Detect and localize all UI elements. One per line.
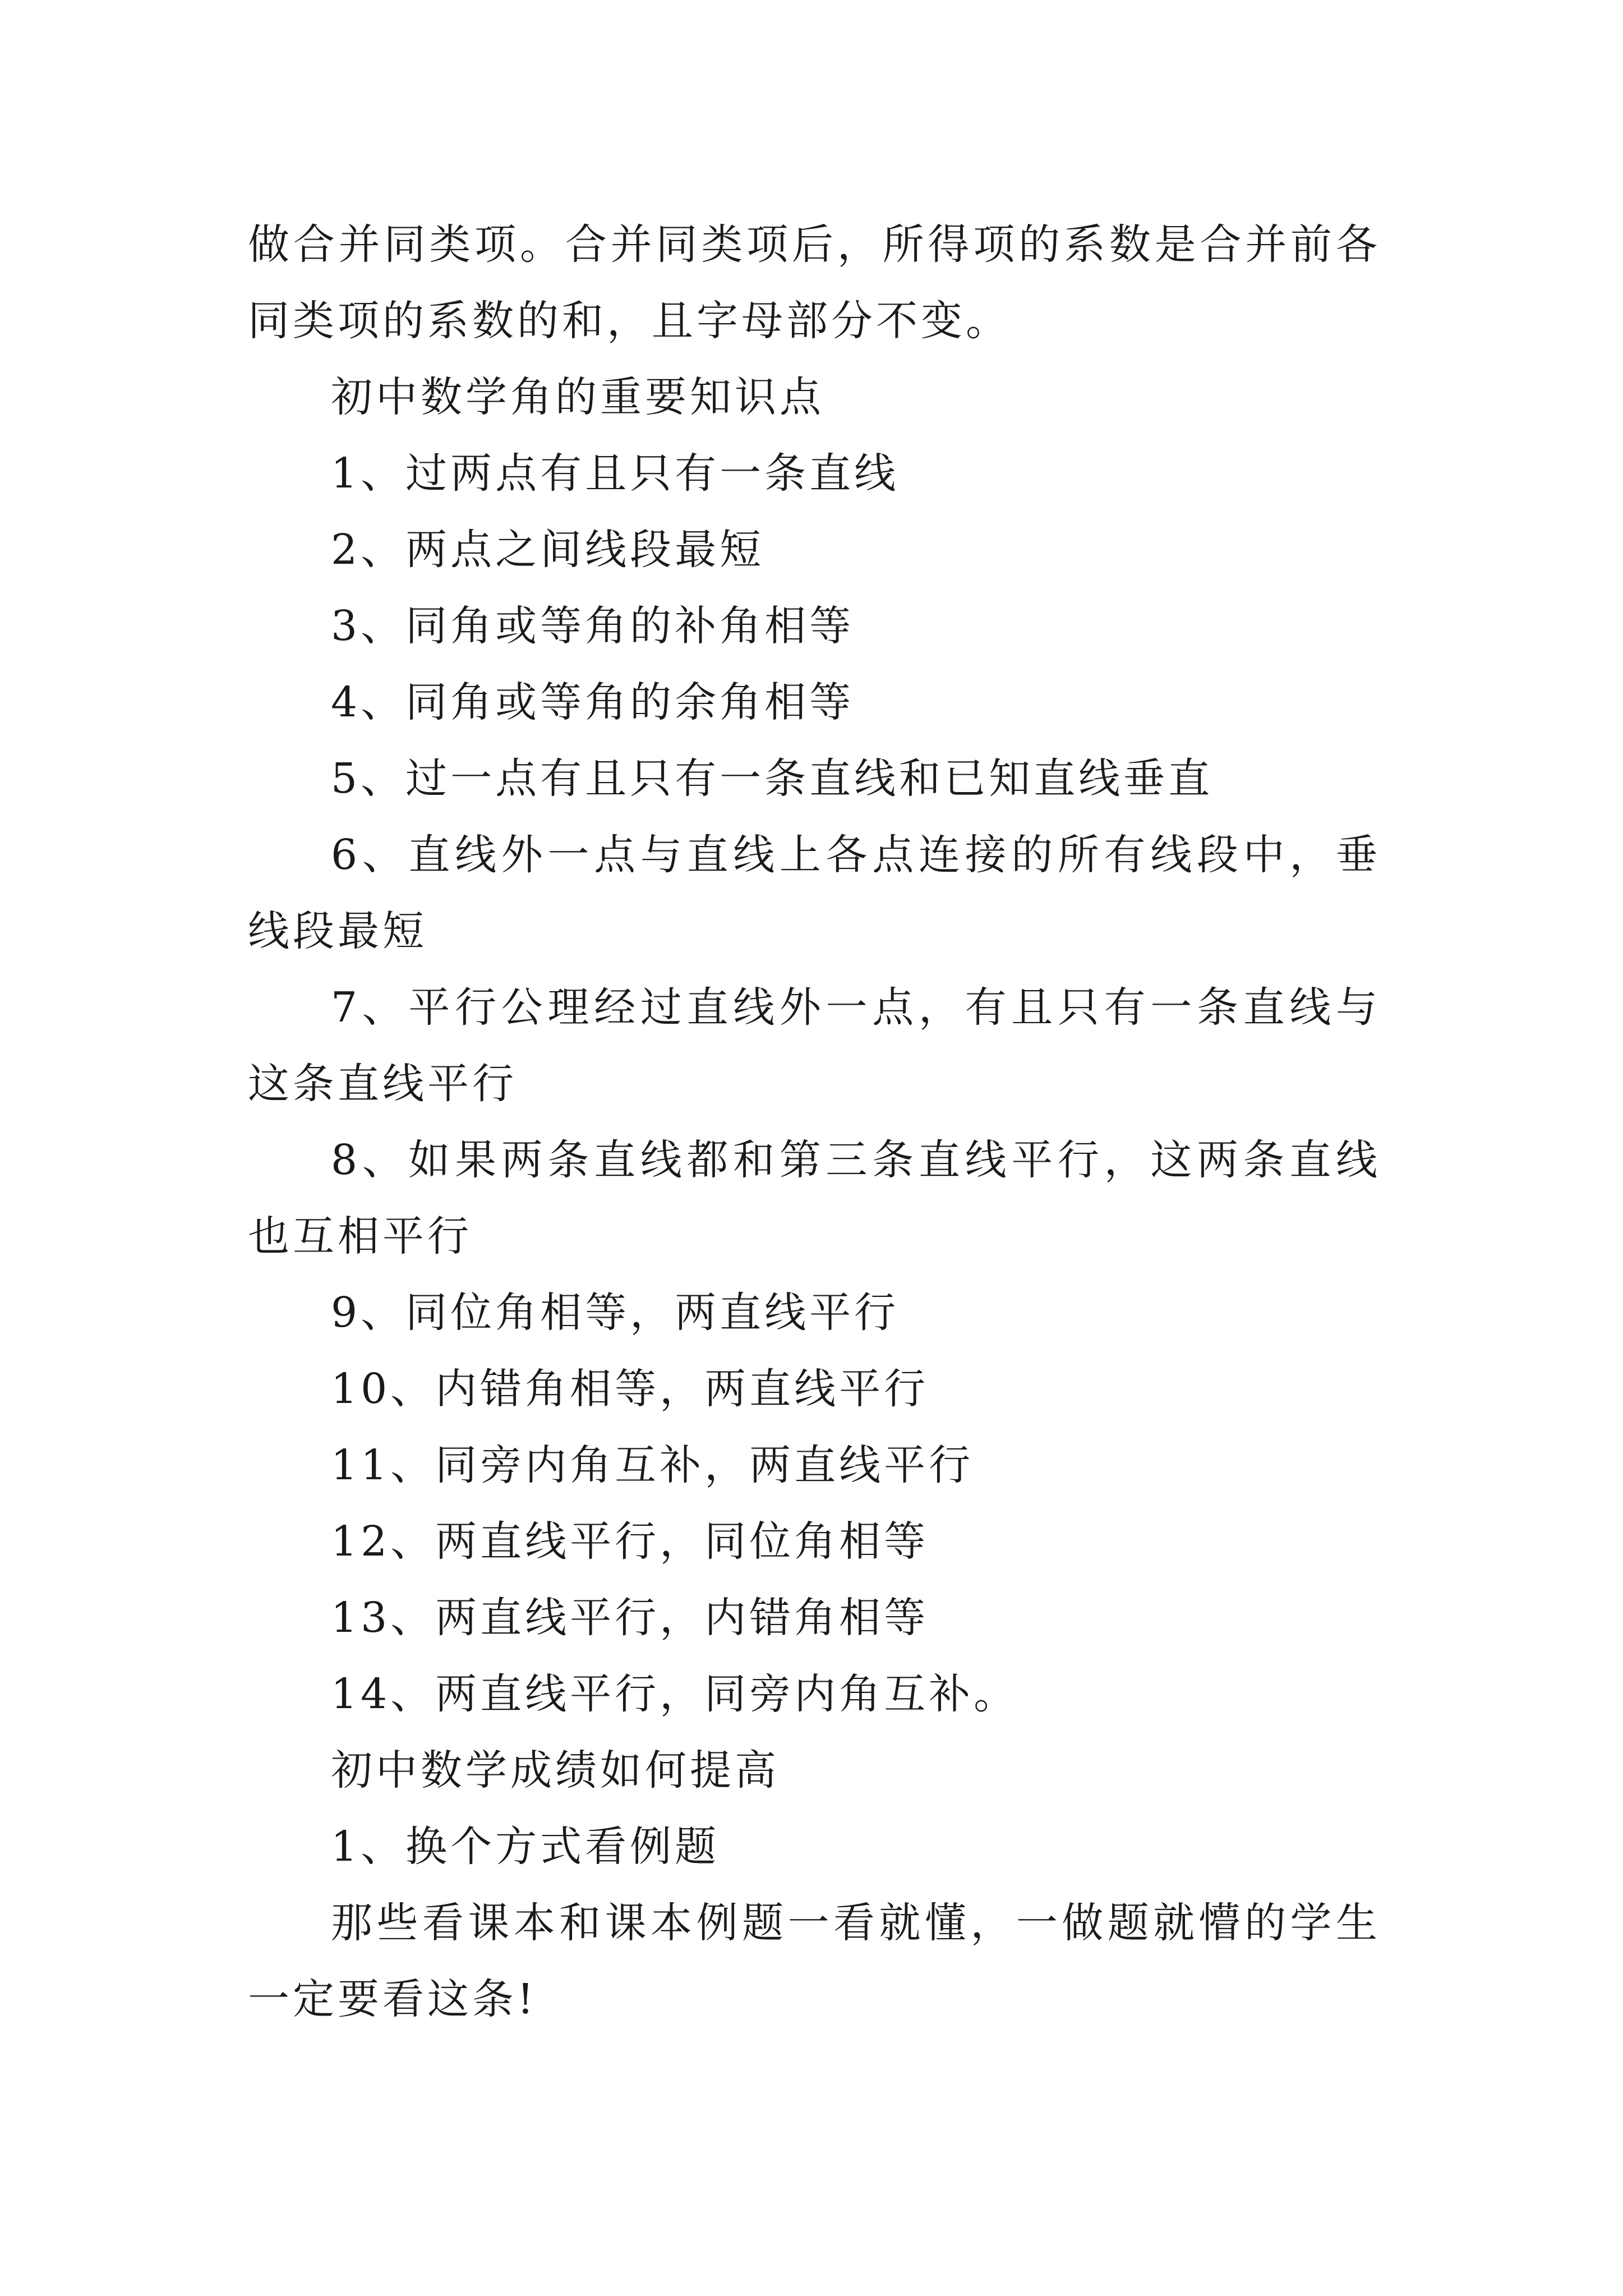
paragraph-examples-advice: 那些看课本和课本例题一看就懂，一做题就懵的学生一定要看这条! [248,1899,1381,2023]
list-item: 12、两直线平行，同位角相等 [331,1517,929,1566]
list-item: 1、换个方式看例题 [331,1823,720,1871]
document-body [248,206,1381,2037]
heading-angle-knowledge: 初中数学角的重要知识点 [331,373,824,421]
list-item: 14、两直线平行，同旁内角互补。 [331,1670,1019,1718]
list-item: 4、同角或等角的余角相等 [331,678,855,726]
paragraph-merge-like-terms: 做合并同类项。合并同类项后，所得项的系数是合并前各同类项的系数的和，且字母部分不变。 [248,220,1381,345]
list-item: 11、同旁内角互补，两直线平行 [331,1441,974,1489]
list-item: 1、过两点有且只有一条直线 [331,449,900,498]
heading-improve-math-scores: 初中数学成绩如何提高 [331,1746,780,1795]
list-item: 2、两点之间线段最短 [331,526,765,574]
list-item: 5、过一点有且只有一条直线和已知直线垂直 [331,754,1214,803]
list-item: 13、两直线平行，内错角相等 [331,1594,929,1642]
list-item: 8、如果两条直线都和第三条直线平行，这两条直线也互相平行 [248,1136,1381,1260]
list-item: 10、内错角相等，两直线平行 [331,1365,929,1413]
list-item: 6、直线外一点与直线上各点连接的所有线段中，垂线段最短 [248,831,1381,955]
list-item: 9、同位角相等，两直线平行 [331,1289,900,1337]
list-item: 7、平行公理经过直线外一点，有且只有一条直线与这条直线平行 [248,983,1381,1108]
list-item: 3、同角或等角的补角相等 [331,602,855,650]
